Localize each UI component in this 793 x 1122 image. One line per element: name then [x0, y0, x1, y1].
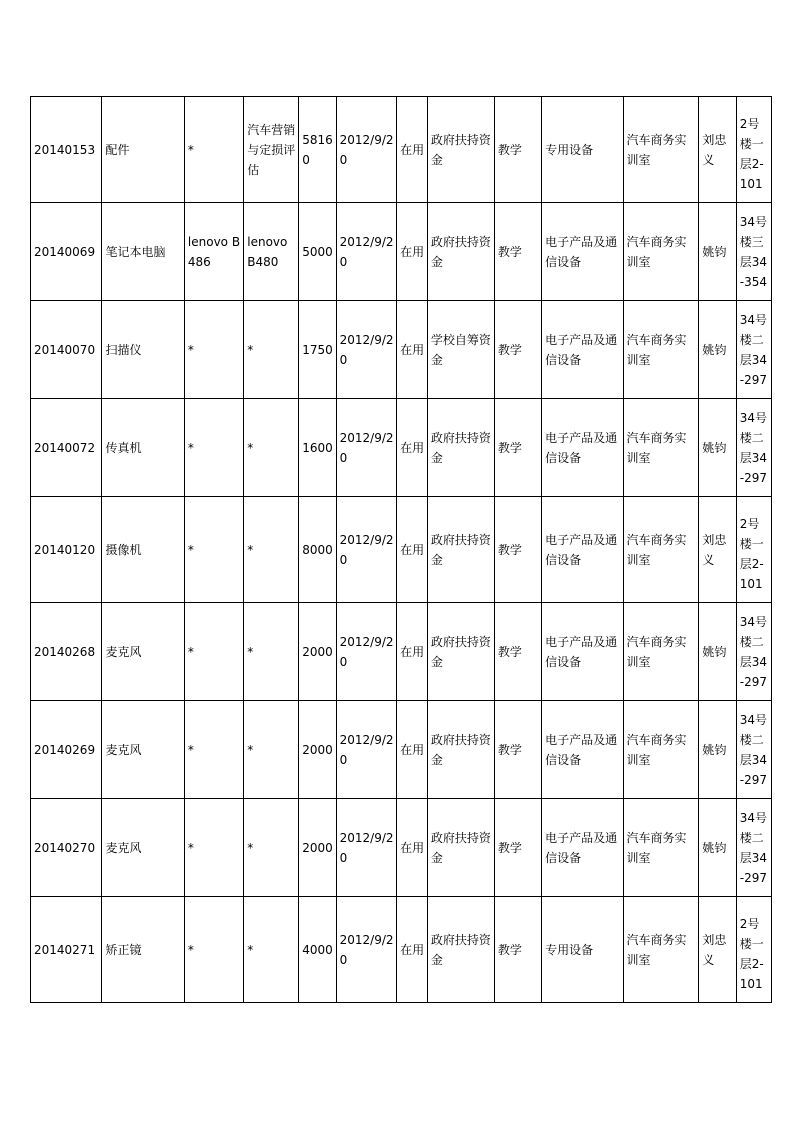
asset-name: 笔记本电脑 [102, 203, 184, 301]
asset-fund: 政府扶持资金 [427, 799, 494, 897]
asset-date: 2012/9/20 [336, 399, 396, 497]
asset-use: 教学 [494, 701, 541, 799]
asset-category: 电子产品及通信设备 [542, 399, 623, 497]
asset-id: 20140069 [31, 203, 102, 301]
asset-use: 教学 [494, 203, 541, 301]
asset-id: 20140270 [31, 799, 102, 897]
asset-fund: 政府扶持资金 [427, 97, 494, 203]
asset-id: 20140153 [31, 97, 102, 203]
asset-id: 20140070 [31, 301, 102, 399]
asset-date: 2012/9/20 [336, 497, 396, 603]
asset-category: 电子产品及通信设备 [542, 799, 623, 897]
asset-brand: * [184, 603, 243, 701]
asset-status: 在用 [397, 97, 428, 203]
asset-brand: * [184, 701, 243, 799]
asset-use: 教学 [494, 897, 541, 1003]
asset-fund: 政府扶持资金 [427, 203, 494, 301]
asset-location: 34号楼二层34-297 [736, 799, 771, 897]
asset-brand: * [184, 799, 243, 897]
asset-name: 矫正镜 [102, 897, 184, 1003]
table-row [31, 97, 772, 203]
asset-brand: * [184, 301, 243, 399]
table-row [31, 497, 772, 603]
asset-id: 20140072 [31, 399, 102, 497]
asset-use: 教学 [494, 399, 541, 497]
asset-brand: * [184, 897, 243, 1003]
asset-price: 2000 [299, 603, 336, 701]
asset-person: 刘忠义 [699, 97, 736, 203]
table-row [31, 301, 772, 399]
asset-status: 在用 [397, 399, 428, 497]
asset-person: 姚钧 [699, 203, 736, 301]
asset-price: 5000 [299, 203, 336, 301]
asset-id: 20140120 [31, 497, 102, 603]
asset-use: 教学 [494, 799, 541, 897]
asset-price: 2000 [299, 701, 336, 799]
asset-model: * [244, 701, 299, 799]
table-row [31, 603, 772, 701]
asset-room: 汽车商务实训室 [623, 603, 699, 701]
asset-person: 姚钧 [699, 701, 736, 799]
asset-date: 2012/9/20 [336, 799, 396, 897]
asset-location: 34号楼三层34-354 [736, 203, 771, 301]
asset-location: 2号楼一层2-101 [736, 897, 771, 1003]
asset-date: 2012/9/20 [336, 897, 396, 1003]
asset-table-body [31, 97, 772, 1003]
asset-person: 姚钧 [699, 301, 736, 399]
asset-date: 2012/9/20 [336, 603, 396, 701]
asset-category: 电子产品及通信设备 [542, 497, 623, 603]
asset-model: * [244, 799, 299, 897]
asset-table [30, 96, 772, 1003]
asset-room: 汽车商务实训室 [623, 497, 699, 603]
asset-room: 汽车商务实训室 [623, 799, 699, 897]
asset-location: 34号楼二层34-297 [736, 701, 771, 799]
asset-status: 在用 [397, 897, 428, 1003]
asset-use: 教学 [494, 301, 541, 399]
asset-use: 教学 [494, 497, 541, 603]
asset-date: 2012/9/20 [336, 203, 396, 301]
asset-brand: * [184, 399, 243, 497]
asset-room: 汽车商务实训室 [623, 399, 699, 497]
asset-use: 教学 [494, 97, 541, 203]
asset-location: 2号楼一层2-101 [736, 497, 771, 603]
asset-room: 汽车商务实训室 [623, 897, 699, 1003]
table-row [31, 701, 772, 799]
asset-fund: 政府扶持资金 [427, 399, 494, 497]
table-row [31, 897, 772, 1003]
asset-location: 34号楼二层34-297 [736, 603, 771, 701]
asset-id: 20140269 [31, 701, 102, 799]
asset-status: 在用 [397, 203, 428, 301]
asset-room: 汽车商务实训室 [623, 701, 699, 799]
asset-name: 配件 [102, 97, 184, 203]
asset-brand: lenovo B486 [184, 203, 243, 301]
asset-model: lenovo B480 [244, 203, 299, 301]
asset-date: 2012/9/20 [336, 301, 396, 399]
asset-model: * [244, 897, 299, 1003]
asset-use: 教学 [494, 603, 541, 701]
asset-model: * [244, 497, 299, 603]
asset-price: 1750 [299, 301, 336, 399]
asset-person: 刘忠义 [699, 497, 736, 603]
asset-person: 姚钧 [699, 603, 736, 701]
table-row [31, 203, 772, 301]
asset-fund: 政府扶持资金 [427, 897, 494, 1003]
asset-room: 汽车商务实训室 [623, 301, 699, 399]
asset-category: 专用设备 [542, 97, 623, 203]
asset-price: 8000 [299, 497, 336, 603]
asset-location: 2号楼一层2-101 [736, 97, 771, 203]
asset-name: 麦克风 [102, 603, 184, 701]
asset-room: 汽车商务实训室 [623, 97, 699, 203]
asset-status: 在用 [397, 301, 428, 399]
asset-model: 汽车营销与定损评估 [244, 97, 299, 203]
table-row [31, 799, 772, 897]
asset-brand: * [184, 497, 243, 603]
asset-category: 电子产品及通信设备 [542, 701, 623, 799]
asset-price: 4000 [299, 897, 336, 1003]
asset-id: 20140268 [31, 603, 102, 701]
asset-status: 在用 [397, 497, 428, 603]
asset-fund: 政府扶持资金 [427, 497, 494, 603]
asset-price: 1600 [299, 399, 336, 497]
asset-status: 在用 [397, 701, 428, 799]
asset-fund: 政府扶持资金 [427, 603, 494, 701]
asset-person: 姚钧 [699, 799, 736, 897]
asset-name: 摄像机 [102, 497, 184, 603]
asset-fund: 政府扶持资金 [427, 701, 494, 799]
asset-fund: 学校自筹资金 [427, 301, 494, 399]
asset-model: * [244, 399, 299, 497]
asset-price: 58160 [299, 97, 336, 203]
asset-category: 电子产品及通信设备 [542, 603, 623, 701]
asset-category: 电子产品及通信设备 [542, 203, 623, 301]
asset-name: 传真机 [102, 399, 184, 497]
asset-brand: * [184, 97, 243, 203]
asset-room: 汽车商务实训室 [623, 203, 699, 301]
asset-model: * [244, 301, 299, 399]
asset-location: 34号楼二层34-297 [736, 301, 771, 399]
asset-person: 姚钧 [699, 399, 736, 497]
asset-model: * [244, 603, 299, 701]
asset-status: 在用 [397, 603, 428, 701]
asset-name: 扫描仪 [102, 301, 184, 399]
table-row [31, 399, 772, 497]
asset-category: 电子产品及通信设备 [542, 301, 623, 399]
asset-name: 麦克风 [102, 701, 184, 799]
asset-date: 2012/9/20 [336, 97, 396, 203]
asset-location: 34号楼二层34-297 [736, 399, 771, 497]
asset-person: 刘忠义 [699, 897, 736, 1003]
asset-status: 在用 [397, 799, 428, 897]
asset-id: 20140271 [31, 897, 102, 1003]
asset-name: 麦克风 [102, 799, 184, 897]
asset-category: 专用设备 [542, 897, 623, 1003]
asset-price: 2000 [299, 799, 336, 897]
asset-date: 2012/9/20 [336, 701, 396, 799]
